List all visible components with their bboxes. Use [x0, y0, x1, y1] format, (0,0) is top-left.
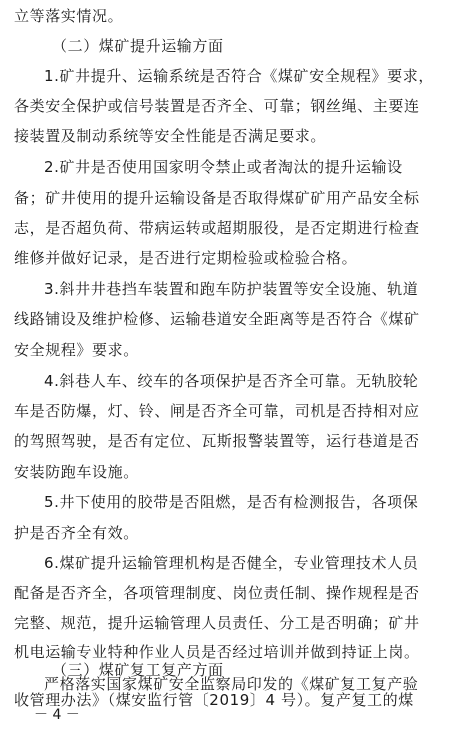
text-line: 安全规程》要求。	[14, 341, 139, 359]
text-line: 各类安全保护或信号装置是否齐全、可靠；钢丝绳、主要连	[14, 97, 420, 115]
text-line: 立等落实情况。	[14, 7, 124, 25]
text-line: 维修并做好记录，是否进行定期检验或检验合格。	[14, 249, 358, 267]
section-heading: （二）煤矿提升运输方面	[52, 37, 224, 55]
text-line: 6.煤矿提升运输管理机构是否健全，专业管理技术人员	[44, 554, 419, 572]
text-line: 完整、规范，提升运输管理人员责任、分工是否明确；矿井	[14, 614, 420, 632]
text-line: 3.斜井井巷挡车装置和跑车防护装置等安全设施、轨道	[44, 280, 419, 298]
text-line: 安装防跑车设施。	[14, 463, 139, 481]
text-line: 备；矿井使用的提升运输设备是否取得煤矿矿用产品安全标	[14, 189, 420, 207]
page-number: － 4 －	[34, 707, 80, 723]
text-line: 志，是否超负荷、带病运转或超期服役，是否定期进行检查	[14, 219, 420, 237]
text-line: 车是否防爆，灯、铃、闸是否齐全可靠，司机是否持相对应	[14, 402, 420, 420]
text-line: 护是否齐全有效。	[14, 524, 139, 542]
text-line: 1.矿井提升、运输系统是否符合《煤矿安全规程》要求，	[44, 67, 434, 85]
text-line: 线路铺设及维护检修、运输巷道安全距离等是否符合《煤矿	[14, 310, 420, 328]
text-line: 的驾照驾驶，是否有定位、瓦斯报警装置等，运行巷道是否	[14, 432, 420, 450]
section-heading: （三）煤矿复工复产方面	[52, 661, 224, 679]
text-line: 5.井下使用的胶带是否阻燃，是否有检测报告，各项保	[44, 493, 419, 511]
text-line: 4.斜巷人车、绞车的各项保护是否齐全可靠。无轨胶轮	[44, 372, 419, 390]
text-line: 机电运输专业特种作业人员是否经过培训并做到持证上岗。	[14, 643, 420, 661]
text-line: 2.矿井是否使用国家明令禁止或者淘汰的提升运输设	[44, 158, 403, 176]
text-line: 收管理办法》（煤安监行管〔2019〕4 号）。复产复工的煤	[14, 691, 414, 709]
text-line: 配备是否齐全，各项管理制度、岗位责任制、操作规程是否	[14, 584, 420, 602]
text-line: 严格落实国家煤矿安全监察局印发的《煤矿复工复产验	[44, 675, 419, 693]
text-line: 接装置及制动系统等安全性能是否满足要求。	[14, 127, 327, 145]
